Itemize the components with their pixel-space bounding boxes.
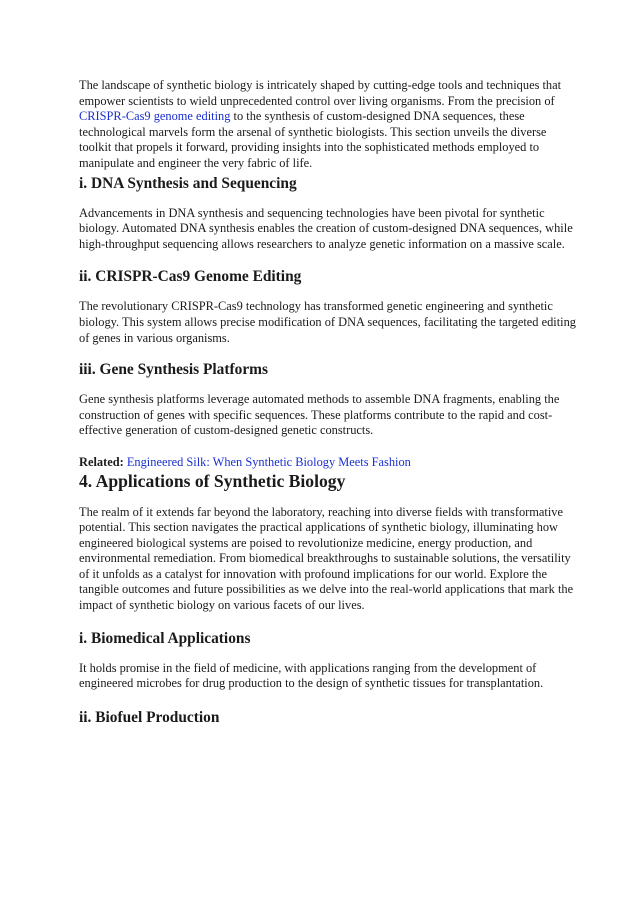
dna-synthesis-paragraph: Advancements in DNA synthesis and sequencing technologies have been pivotal for synthetic biology. Automated DNA synthesis enables the creation of custom-designed DNA sequences, while high-throughput sequencing allows researchers to analyze genetic information on a massive scale. <box>79 205 573 251</box>
biomedical-paragraph: It holds promise in the field of medicine, with applications ranging from the development of engineered microbes for drug production to the design of synthetic tissues for transplantation. <box>79 660 544 691</box>
crispr-link[interactable]: CRISPR-Cas9 genome editing <box>79 109 231 124</box>
heading-dna-synthesis: i. DNA Synthesis and Sequencing <box>79 174 297 192</box>
gene-synthesis-paragraph: Gene synthesis platforms leverage automated methods to assemble DNA fragments, enabling the construction of genes with specific sequences. These platforms contribute to the rapid and cost-effective generation of custom-designed genetic constructs. <box>79 392 560 438</box>
intro-text-after: to the synthesis of custom-designed DNA sequences, these technological marvels form the arsenal of synthetic biologists. This section unveils the diverse toolkit that propels it forward, providing insights into the sophisticated methods employed to manipulate and engineer the very fabric of life. <box>79 109 547 170</box>
intro-paragraph <box>79 78 578 172</box>
heading-biofuel: ii. Biofuel Production <box>79 708 220 726</box>
crispr-paragraph: The revolutionary CRISPR-Cas9 technology has transformed genetic engineering and synthetic biology. This system allows precise modification of DNA sequences, facilitating the targeted editing of genes in various organisms. <box>79 299 577 345</box>
related-line <box>79 455 578 471</box>
heading-crispr: ii. CRISPR-Cas9 Genome Editing <box>79 268 302 286</box>
related-label: Related: <box>79 454 124 469</box>
applications-paragraph: The realm of it extends far beyond the laboratory, reaching into diverse fields with transformative potential. This section navigates the practical applications of synthetic biology, illuminating how engineered biological systems are poised to revolutionize medicine, energy production, and environmental remediation. From biomedical breakthroughs to sustainable solutions, the versatility of it unfolds as a catalyst for innovation with profound implications for our world. Explore the tangible outcomes and future possibilities as we delve into the real-world applications that mark the impact of synthetic biology on various facets of our lives. <box>79 504 574 613</box>
heading-biomedical: i. Biomedical Applications <box>79 629 251 647</box>
related-link[interactable]: Engineered Silk: When Synthetic Biology Meets Fashion <box>126 454 411 469</box>
heading-applications: 4. Applications of Synthetic Biology <box>79 470 346 491</box>
heading-gene-synthesis: iii. Gene Synthesis Platforms <box>79 361 268 379</box>
intro-text-before: The landscape of synthetic biology is intricately shaped by cutting-edge tools and techniques that empower scientists to wield unprecedented control over living organisms. From the precision of <box>79 78 562 108</box>
